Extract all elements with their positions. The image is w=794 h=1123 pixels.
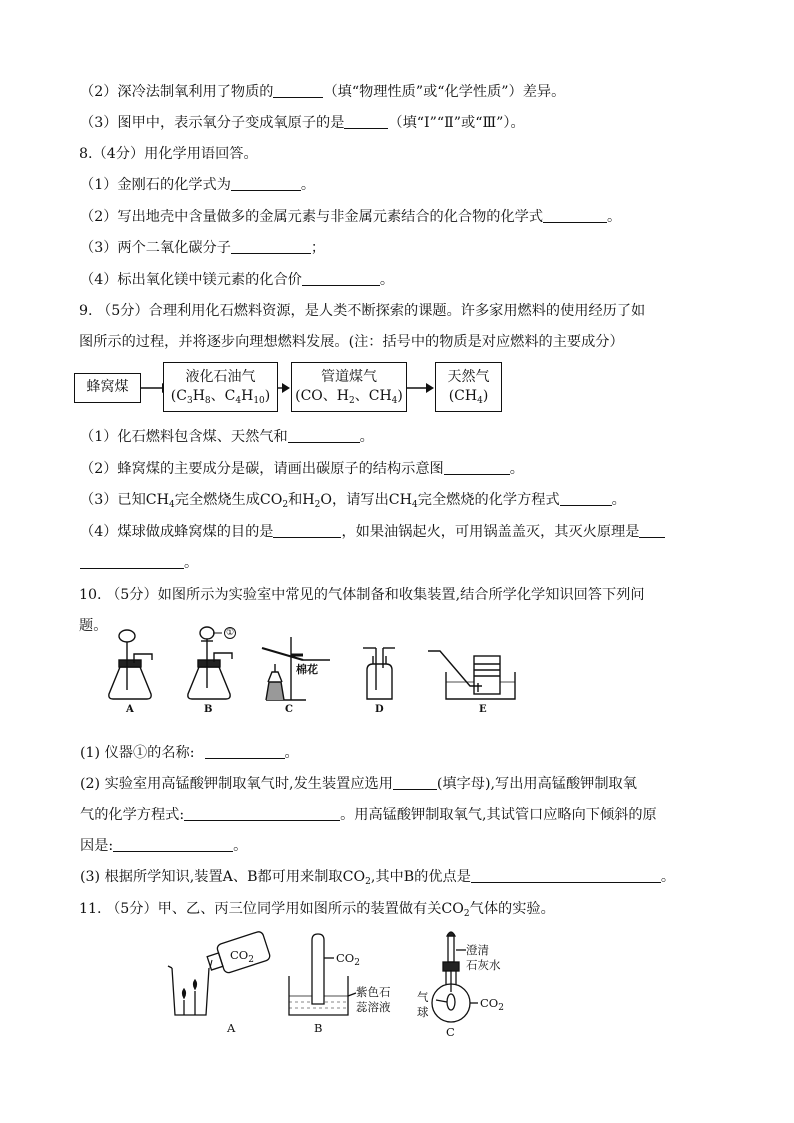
part-number: (2) xyxy=(80,776,101,792)
part-number: （3） xyxy=(80,492,118,508)
q10-stem-line2: 题。 xyxy=(79,618,108,634)
part-number: （2） xyxy=(80,461,118,477)
question-text: 金刚石的化学式为 xyxy=(117,177,231,193)
q10-part3: (3) 根据所学知识,装置A、B都可用来制取$CO_2$,其中B的优点是 。 xyxy=(80,869,676,887)
part-number: （2） xyxy=(80,84,118,100)
apparatus-label-d: D xyxy=(375,704,384,715)
co2-label-a: $CO_2$ xyxy=(230,948,254,965)
q11-stem: 11. （5分）甲、乙、丙三位同学用如图所示的装置做有关$CO_2$气体的实验。 xyxy=(79,901,555,919)
flow-label: 蜂窝煤 xyxy=(86,379,129,395)
setup-b-trough xyxy=(289,934,356,1015)
question-text: 标出氧化镁中镁元素的化合价 xyxy=(117,272,302,288)
q9-stem-line1: 9. （5分）合理利用化石燃料资源，是人类不断探索的课题。许多家用燃料的使用经历了如 xyxy=(79,303,646,319)
part-number: （1） xyxy=(80,177,118,193)
question-text: 。 xyxy=(379,272,395,288)
setup-a-beaker xyxy=(168,931,271,1015)
question-text: 深冷法制氧利用了物质的 xyxy=(117,84,274,100)
part-number: （4） xyxy=(80,272,118,288)
q8-stem: 8.（4分）用化学用语回答。 xyxy=(79,146,258,162)
part-number: （3） xyxy=(80,115,118,131)
setup-label-a: A xyxy=(227,1021,236,1035)
part-number: （2） xyxy=(80,209,118,225)
apparatus-label-a: A xyxy=(126,704,134,715)
instrument-mark: ① xyxy=(226,628,235,638)
flow-label: 液化石油气 xyxy=(185,369,256,385)
apparatus-label-c: C xyxy=(285,704,293,715)
question-text: 。 xyxy=(509,461,524,477)
question-text: 因是: xyxy=(80,838,114,854)
question-text: ，如果油锅起火，可用锅盖盖灭，其灭火原理是 xyxy=(341,524,640,540)
question-text: 。 xyxy=(284,745,299,761)
question-text: 。 xyxy=(233,838,248,854)
flow-formula: (CO、$H_2$、$CH_4$) xyxy=(295,388,403,406)
q9-stem-line2: 图所示的过程，并将逐步向理想燃料发展。(注：括号中的物质是对应燃料的主要成分） xyxy=(79,334,624,350)
question-text: 写出地壳中含量做多的金属元素与非金属元素结合的化合物的化学式 xyxy=(117,209,544,225)
question-text: （填“Ⅰ”“Ⅱ”或“Ⅲ”）。 xyxy=(388,115,525,131)
flow-label: 天然气 xyxy=(447,369,490,385)
co2-label-b: $CO_2$ xyxy=(336,951,360,968)
cotton-label: 棉花 xyxy=(296,663,318,676)
flow-formula: ($C_3H_8$、$C_4H_{10}$) xyxy=(170,388,271,406)
question-text: 。 xyxy=(359,429,374,445)
apparatus-label-e: E xyxy=(479,704,487,715)
part-number: （1） xyxy=(80,429,118,445)
limewater-label: 澄清 石灰水 xyxy=(466,943,501,972)
co2-label-c: $CO_2$ xyxy=(480,996,504,1013)
question-text: 。 xyxy=(300,177,316,193)
part-number: (1) xyxy=(80,745,101,761)
q10-stem-line1: 10. （5分）如图所示为实验室中常见的气体制备和收集装置,结合所学化学知识回答下列问 xyxy=(79,587,645,603)
flow-label: 管道煤气 xyxy=(321,369,377,385)
setup-label-b: B xyxy=(314,1021,323,1035)
setup-label-c: C xyxy=(446,1025,455,1039)
question-text: 两个二氧化碳分子 xyxy=(117,240,231,256)
litmus-label: 紫色石 蕊溶液 xyxy=(356,985,391,1014)
part-number: （4） xyxy=(80,524,118,540)
question-text: 。用高锰酸钾制取氧气,其试管口应略向下倾斜的原 xyxy=(340,807,657,823)
question-text: 化石燃料包含煤、天然气和 xyxy=(117,429,288,445)
question-text: 。 xyxy=(184,555,199,571)
apparatus-label-b: B xyxy=(204,704,213,715)
question-text: 蜂窝煤的主要成分是碳，请画出碳原子的结构示意图 xyxy=(117,461,444,477)
part-number: （3） xyxy=(80,240,118,256)
flow-formula: $(CH_4)$ xyxy=(448,388,489,406)
question-text: （填“物理性质”或“化学性质”）差异。 xyxy=(323,84,566,100)
question-text: 煤球做成蜂窝煤的目的是 xyxy=(117,524,274,540)
question-text: ； xyxy=(310,240,326,256)
part-number: (3) xyxy=(80,869,101,885)
question-text: 图甲中，表示氧分子变成氧原子的是 xyxy=(117,115,345,131)
question-text: (填字母),写出用高锰酸钾制取氧 xyxy=(436,776,637,792)
question-text: 气的化学方程式: xyxy=(80,807,185,823)
q9-part3: （3）已知$CH_4$完全燃烧生成$CO_2$和$H_2O$，请写出$CH_4$完全燃烧的化学方程式 。 xyxy=(80,492,626,510)
question-text: 实验室用高锰酸钾制取氧气时,发生装置应选用 xyxy=(100,776,393,792)
question-text: 。 xyxy=(607,209,622,225)
question-text: 仪器①的名称: xyxy=(100,745,195,761)
balloon-label: 气 球 xyxy=(417,990,429,1019)
